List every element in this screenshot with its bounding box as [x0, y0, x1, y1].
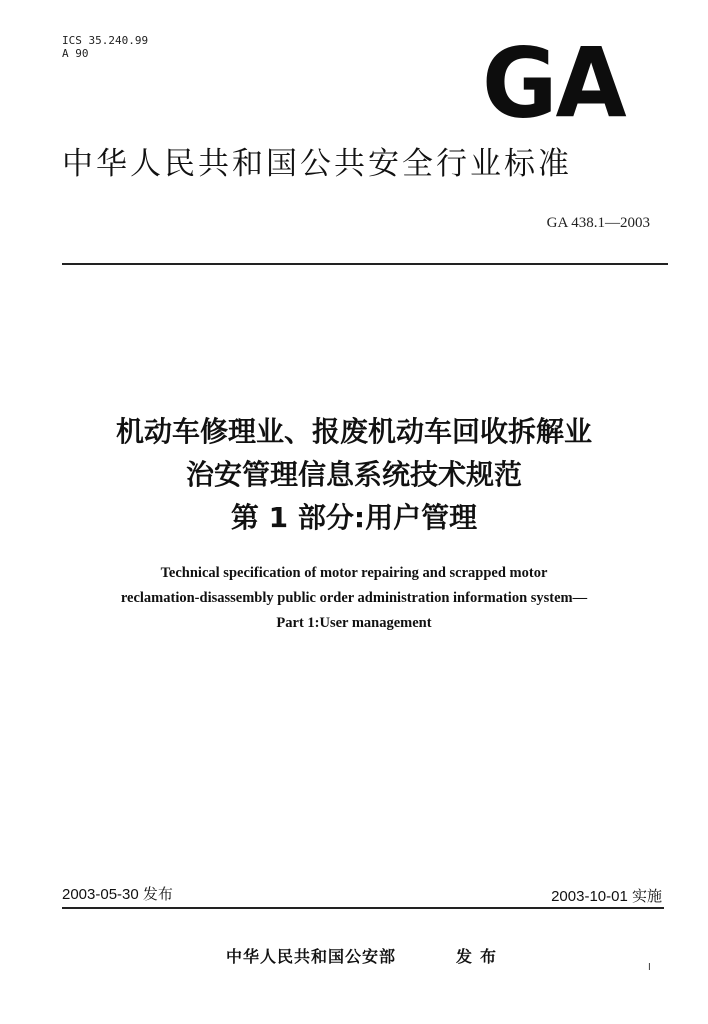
english-title [40, 561, 668, 636]
ccs-code: A 90 [62, 47, 89, 60]
page-mark: I [648, 962, 651, 973]
publish-label: 发布 [456, 947, 505, 966]
chinese-title [40, 410, 668, 539]
chinese-title-line-2: 治安管理信息系统技术规范 [185, 458, 522, 491]
footer-divider [62, 907, 664, 909]
ga-logo: GA [482, 27, 625, 140]
english-title-line-3: Part 1:User management [276, 615, 432, 631]
english-title-line-2: reclamation-disassembly public order administration information system— [120, 590, 588, 606]
implementation-date: 2003-10-01 实施 [551, 888, 662, 905]
chinese-title-line-3: 第 1 部分:用户管理 [230, 501, 478, 534]
classification-codes [62, 34, 148, 60]
header-divider [62, 263, 668, 265]
publisher-name: 中华人民共和国公安部 [226, 947, 397, 966]
chinese-title-line-1: 机动车修理业、报废机动车回收拆解业 [115, 415, 592, 448]
standard-number: GA 438.1—2003 [546, 215, 650, 231]
issue-date: 2003-05-30 发布 [62, 886, 173, 903]
organization-title: 中华人民共和国公共安全行业标准 [62, 146, 572, 182]
english-title-line-1: Technical specification of motor repairing and scrapped motor [160, 565, 548, 581]
ics-code: ICS 35.240.99 [62, 34, 149, 47]
